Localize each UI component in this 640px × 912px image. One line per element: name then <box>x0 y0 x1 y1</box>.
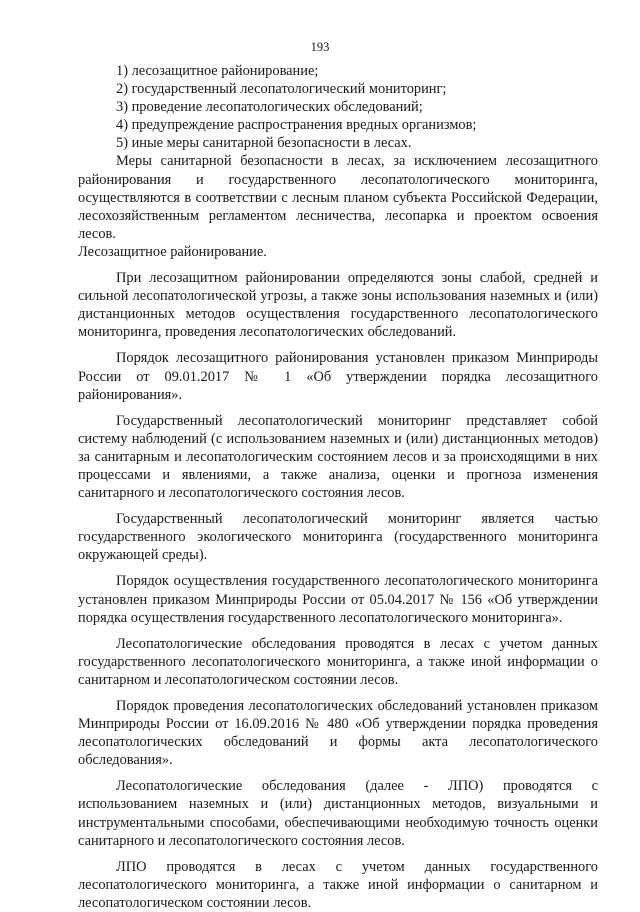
list-item: 2) государственный лесопатологический мониторинг; <box>116 81 447 98</box>
page-number: 193 <box>310 40 330 54</box>
paragraph-zoning-order: Порядок лесозащитного районирования установлен приказом Минприроды России от 09.01.2017 № 1 «Об утверждении порядка лесозащитного районирования». <box>78 350 598 403</box>
paragraph-monitoring-part: Государственный лесопатологический мониторинг является частью государственного экологического мониторинга (государственного мониторинга окружающей среды). <box>78 511 598 564</box>
paragraph-monitoring-definition: Государственный лесопатологический мониторинг представляет собой систему наблюдений (с использованием наземных и (или) дистанционных методов) за санитарным и лесопатологическим состоянием лесов и за происходящими в них процессами и явлениями, а также анализа, оценки и прогноза изменения санитарного и лесопатологического состояния лесов. <box>78 412 598 502</box>
measures-list <box>78 62 598 152</box>
paragraph-surveys-basis: Лесопатологические обследования проводятся в лесах с учетом данных государственного лесопатологического мониторинга, а также иной информации о санитарном и лесопатологическом состоянии лесов. <box>78 635 598 688</box>
paragraph-monitoring-order: Порядок осуществления государственного лесопатологического мониторинга установлен приказом Минприроды России от 05.04.2017 № 156 «Об утверждении порядка осуществления государственного лесопатологического мониторинга». <box>78 573 598 626</box>
paragraph-surveys-order: Порядок проведения лесопатологических обследований установлен приказом Минприроды России от 16.09.2016 № 480 «Об утверждении порядка проведения лесопатологических обследований и формы акта лесопатологического обследования». <box>78 698 598 769</box>
list-item: 4) предупреждение распространения вредных организмов; <box>116 117 477 134</box>
paragraph-measures: Меры санитарной безопасности в лесах, за исключением лесозащитного районирования и государственного лесопатологического мониторинга, осуществляются в соответствии с лесным планом субъекта Российской Федерации, лесохозяйственным регламентом лесничества, лесопарка и проектом освоения лесов. <box>78 153 598 242</box>
document-body <box>78 62 598 912</box>
list-item: 5) иные меры санитарной безопасности в лесах. <box>116 135 412 152</box>
paragraph-surveys-methods: Лесопатологические обследования (далее - ЛПО) проводятся с использованием наземных и (или) дистанционных методов, визуальными и инструментальными способами, обеспечивающими необходимую точность оценки санитарного и лесопатологического состояния лесов. <box>78 778 598 849</box>
list-item: 3) проведение лесопатологических обследований; <box>116 99 423 116</box>
paragraph-zoning-definition: При лесозащитном районировании определяются зоны слабой, средней и сильной лесопатологической угрозы, а также зоны использования наземных и (или) дистанционных методов осуществления государственного лесопатологического мониторинга, проведения лесопатологических обследований. <box>78 270 598 341</box>
section-heading-zoning: Лесозащитное районирование. <box>78 243 267 260</box>
paragraph-lpo-basis: ЛПО проводятся в лесах с учетом данных государственного лесопатологического мониторинга, а также иной информации о санитарном и лесопатологическом состоянии лесов. <box>78 858 598 911</box>
list-item: 1) лесозащитное районирование; <box>116 63 319 79</box>
